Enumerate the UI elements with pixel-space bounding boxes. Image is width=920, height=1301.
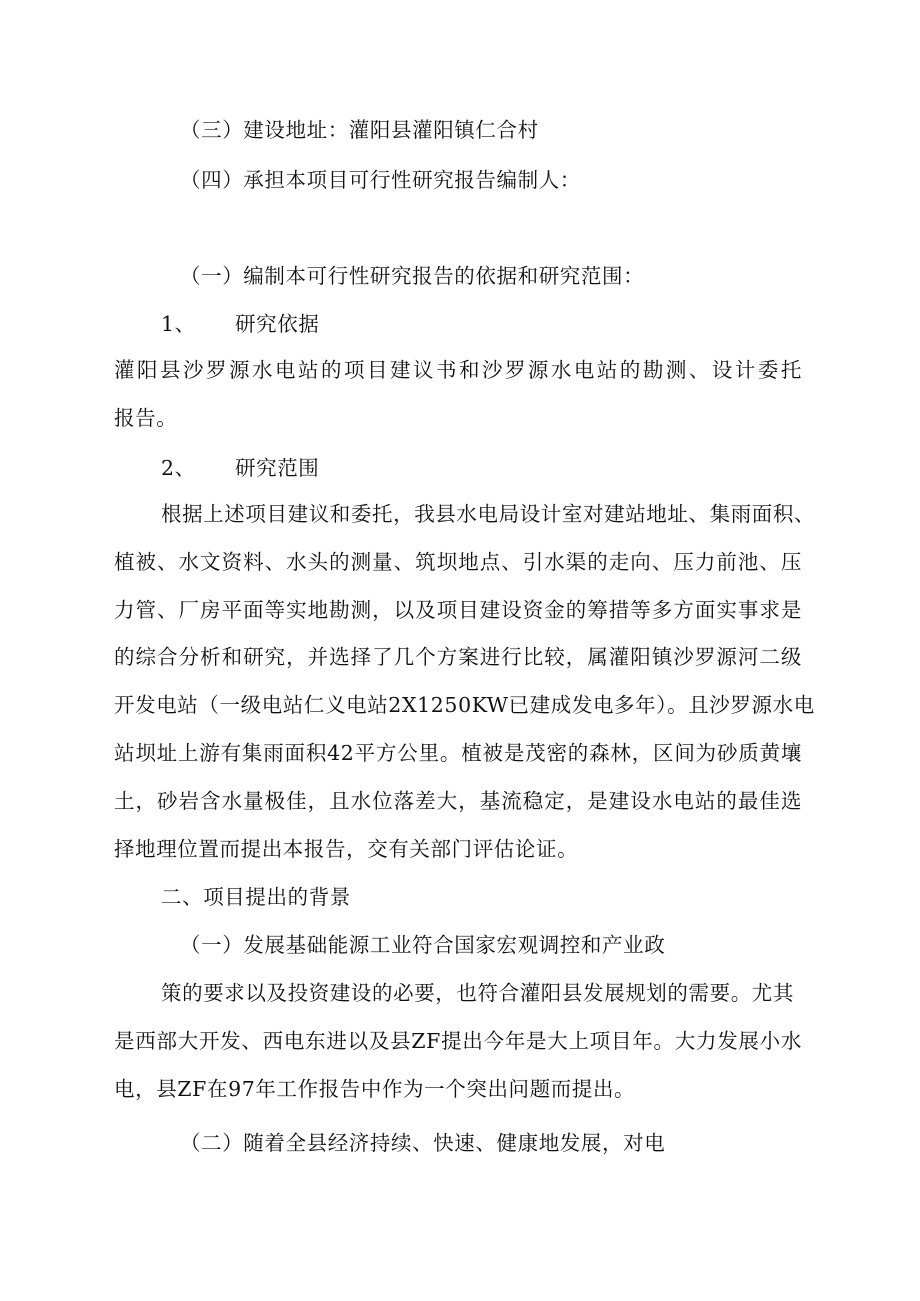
item-number: 1、 [161, 312, 196, 336]
text-line: 力管、厂房平面等实地勘测，以及项目建设资金的筹措等多方面实事求是 [114, 598, 802, 622]
text-line: （二）随着全县经济持续、快速、健康地发展，对电 [180, 1131, 666, 1155]
text-line: 电，县ZF在97年工作报告中作为一个突出问题而提出。 [114, 1077, 636, 1101]
item-number: 2、 [161, 456, 196, 480]
text-line: 土，砂岩含水量极佳，且水位落差大，基流稳定，是建设水电站的最佳选 [114, 789, 802, 813]
numbered-heading [161, 310, 861, 338]
text-line: （一）编制本可行性研究报告的依据和研究范围： [180, 264, 645, 288]
text-line: 站坝址上游有集雨面积42平方公里。植被是茂密的森林，区间为砂质黄壤 [114, 741, 802, 765]
text-line: 开发电站（一级电站仁义电站2X1250KW已建成发电多年）。且沙罗源水电 [114, 693, 815, 717]
text-line: 根据上述项目建议和委托，我县水电局设计室对建站地址、集雨面积、 [161, 502, 816, 526]
text-line: 择地理位置而提出本报告，交有关部门评估论证。 [114, 837, 579, 861]
numbered-heading [161, 454, 861, 482]
text-line: 灌阳县沙罗源水电站的项目建议书和沙罗源水电站的勘测、设计委托 [114, 358, 802, 382]
text-line: 策的要求以及投资建设的必要，也符合灌阳县发展规划的需要。尤其 [161, 981, 794, 1005]
text-line: 是西部大开发、西电东进以及县ZF提出今年是大上项目年。大力发展小水 [114, 1029, 802, 1053]
text-line: （一）发展基础能源工业符合国家宏观调控和产业政 [180, 933, 666, 957]
section-heading: 二、项目提出的背景 [161, 885, 351, 909]
text-line: （四）承担本项目可行性研究报告编制人： [180, 168, 581, 192]
item-title: 研究范围 [235, 456, 320, 480]
text-line: 植被、水文资料、水头的测量、筑坝地点、引水渠的走向、压力前池、压 [114, 550, 802, 574]
text-line: （三）建设地址：灌阳县灌阳镇仁合村 [180, 118, 539, 142]
text-line: 的综合分析和研究，并选择了几个方案进行比较，属灌阳镇沙罗源河二级 [114, 645, 802, 669]
item-title: 研究依据 [235, 312, 320, 336]
text-line: 报告。 [114, 406, 178, 430]
